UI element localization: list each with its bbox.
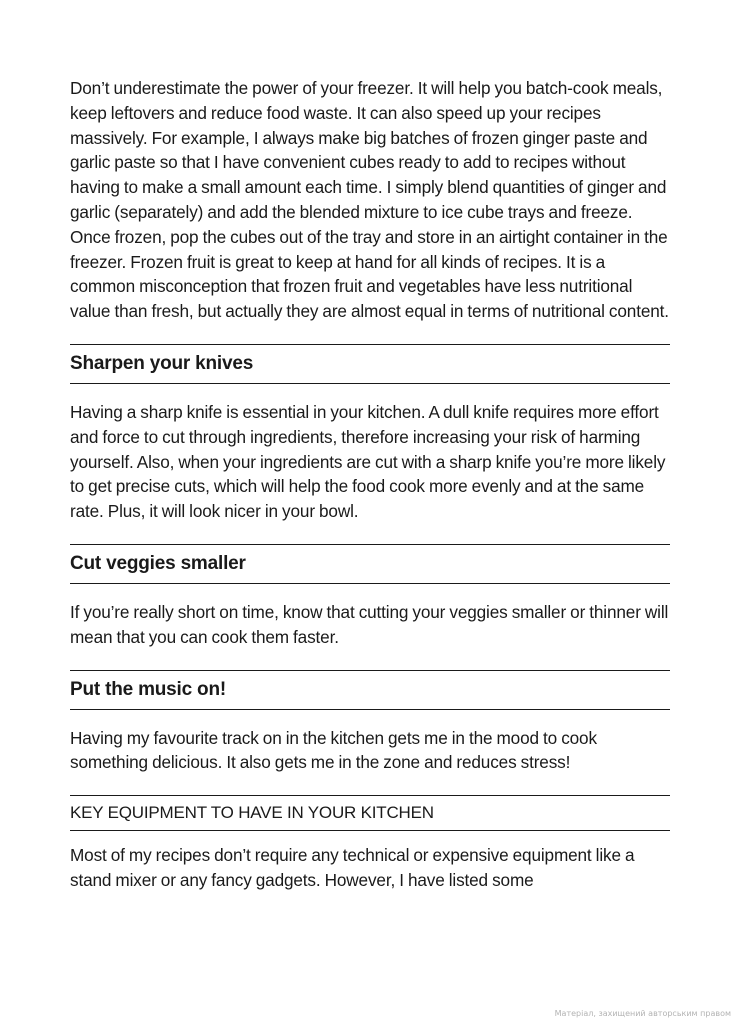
section-heading-sharpen-knives: Sharpen your knives [70,352,254,374]
copyright-watermark: Матеріал, захищений авторським правом [554,1009,731,1018]
section-paragraph-key-equipment: Most of my recipes don’t require any technical or expensive equipment like a stand mixer or any fancy gadgets. However, I have listed some [70,845,635,890]
intro-paragraph: Don’t underestimate the power of your freezer. It will help you batch-cook meals, keep leftovers and reduce food waste. It can also speed up your recipes massively. For example, I always make big batches of frozen ginger paste and garlic paste so that I have convenient cubes ready to add to recipes without having to make a small amount each time. I simply blend quantities of ginger and garlic (separately) and add the blended mixture to ice cube trays and freeze. Once frozen, pop the cubes out of the tray and store in an airtight container in the freezer. Frozen fruit is great to keep at hand for all kinds of recipes. It is a common misconception that frozen fruit and vegetables have less nutritional value than fresh, but actually they are almost equal in terms of nutritional content. [70,78,669,322]
section-paragraph-cut-veggies: If you’re really short on time, know that cutting your veggies smaller or thinner will mean that you can cook them faster. [70,601,669,647]
section-heading-cut-veggies: Cut veggies smaller [70,552,246,574]
section-heading-music: Put the music on! [70,678,226,700]
section-paragraph-music: Having my favourite track on in the kitchen gets me in the mood to cook something delicious. It also gets me in the zone and reduces stress! [70,727,597,773]
section-heading-key-equipment: KEY EQUIPMENT TO HAVE IN YOUR KITCHEN [70,803,434,823]
page-content [70,76,670,893]
section-paragraph-sharpen-knives: Having a sharp knife is essential in your kitchen. A dull knife requires more effort and force to cut through ingredients, therefore increasing your risk of harming yourself. Also, when your ingredients are cut with a sharp knife you’re more likely to get precise cuts, which will help the food cook more evenly and at the same rate. Plus, it will look nicer in your bowl. [70,401,666,522]
